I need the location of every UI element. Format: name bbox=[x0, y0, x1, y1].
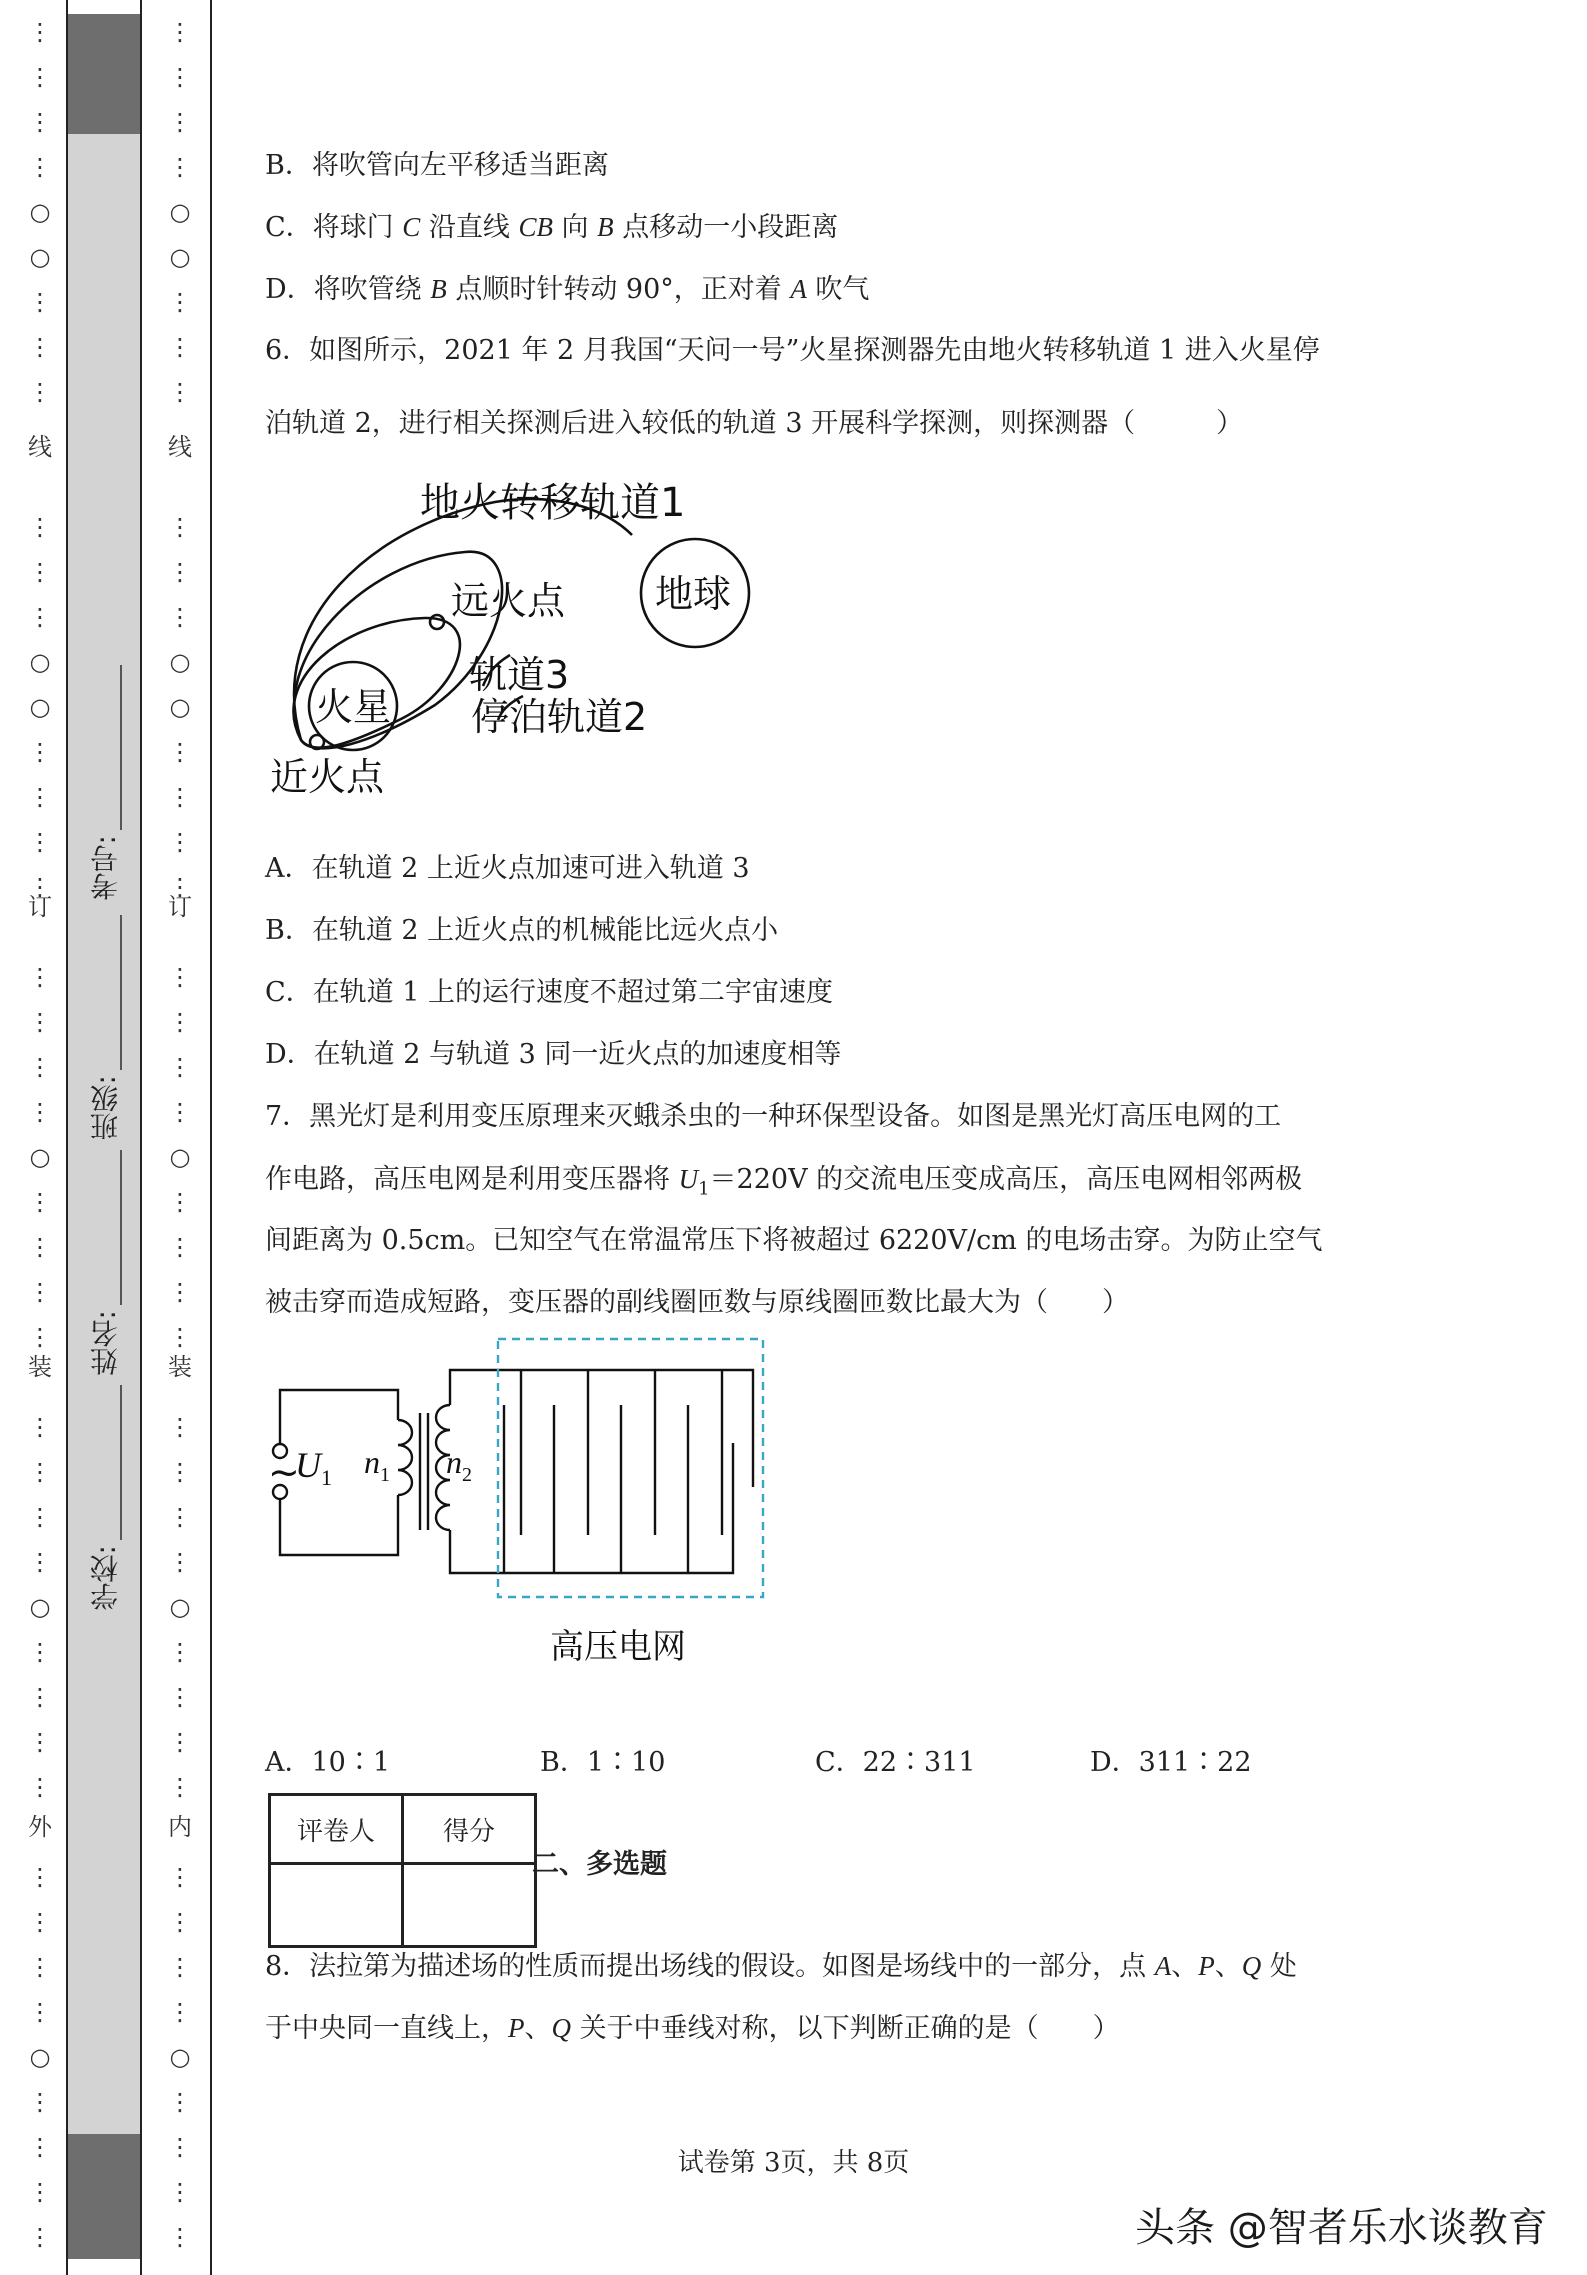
q8-sep1: 、 bbox=[1171, 1951, 1199, 1982]
label-parking-orbit: 停泊轨道2 bbox=[471, 695, 648, 739]
field-line-exam-no[interactable] bbox=[120, 665, 122, 830]
inner-char-nei: 内 bbox=[168, 1813, 192, 1841]
binding-dot: ⋮ bbox=[168, 1458, 192, 1486]
q8l1-text1: 8．法拉第为描述场的性质而提出场线的假设。如图是场线中的一部分，点 bbox=[265, 1951, 1155, 1982]
binding-circle: ○ bbox=[169, 648, 191, 676]
binding-dot: ⋮ bbox=[28, 1098, 52, 1126]
periapsis-dot bbox=[310, 735, 324, 749]
binding-dot: ⋮ bbox=[168, 378, 192, 406]
binding-dot: ⋮ bbox=[28, 288, 52, 316]
q5-option-b: B．将吹管向左平移适当距离 bbox=[265, 150, 609, 181]
binding-dot: ⋮ bbox=[28, 18, 52, 46]
binding-dot: ⋮ bbox=[28, 963, 52, 991]
score-table bbox=[268, 1793, 537, 1948]
binding-circle: ○ bbox=[29, 243, 51, 271]
u1-label: U bbox=[295, 1445, 321, 1485]
binding-circle: ○ bbox=[169, 1593, 191, 1621]
q5d-text2: 点顺时针转动 90°，正对着 bbox=[446, 274, 791, 305]
binding-dot: ⋮ bbox=[28, 63, 52, 91]
binding-dot: ⋮ bbox=[168, 1413, 192, 1441]
binding-dot: ⋮ bbox=[28, 1683, 52, 1711]
binding-dot: ⋮ bbox=[28, 513, 52, 541]
binding-dot: ⋮ bbox=[28, 1998, 52, 2026]
q6-stem-line2: 泊轨道 2，进行相关探测后进入较低的轨道 3 开展科学探测，则探测器（ ） bbox=[265, 408, 1244, 439]
binding-dot: ⋮ bbox=[28, 378, 52, 406]
q8-var-p: P bbox=[1198, 1951, 1215, 1981]
q5d-text3: 吹气 bbox=[806, 274, 870, 305]
binding-dot: ⋮ bbox=[168, 513, 192, 541]
binding-dot: ⋮ bbox=[168, 963, 192, 991]
binding-dot: ⋮ bbox=[28, 1188, 52, 1216]
n1-label: n bbox=[364, 1444, 380, 1480]
primary-wire-bottom bbox=[280, 1495, 398, 1555]
binding-dot: ⋮ bbox=[168, 1638, 192, 1666]
label-periapsis: 近火点 bbox=[270, 755, 385, 799]
grid-label: 高压电网 bbox=[550, 1627, 686, 1667]
binding-dot: ⋮ bbox=[168, 1053, 192, 1081]
inner-dotted-column bbox=[160, 0, 200, 2275]
q8-sep3: 、 bbox=[524, 2013, 552, 2044]
binding-dot: ⋮ bbox=[28, 1773, 52, 1801]
secondary-wire-bottom bbox=[450, 1443, 733, 1573]
binding-dot: ⋮ bbox=[28, 1503, 52, 1531]
q7-option-d: D．311∶22 bbox=[1090, 1747, 1252, 1778]
score-table-score-cell[interactable] bbox=[403, 1864, 536, 1947]
binding-circle: ○ bbox=[29, 198, 51, 226]
binding-dot: ⋮ bbox=[28, 738, 52, 766]
q5c-text1: C．将球门 bbox=[265, 212, 403, 243]
label-apoapsis: 远火点 bbox=[451, 579, 566, 623]
binding-dot: ⋮ bbox=[28, 108, 52, 136]
q5-option-c bbox=[265, 207, 838, 248]
binding-circle: ○ bbox=[169, 693, 191, 721]
binding-dot: ⋮ bbox=[28, 1863, 52, 1891]
binding-dot: ⋮ bbox=[168, 1503, 192, 1531]
q5-option-d bbox=[265, 269, 869, 310]
inner-char-zhuang: 装 bbox=[168, 1353, 192, 1381]
q7l2-var-u: U bbox=[678, 1164, 699, 1194]
binding-dot: ⋮ bbox=[168, 2178, 192, 2206]
outer-char-ding: 订 bbox=[28, 893, 52, 921]
binding-dot: ⋮ bbox=[28, 333, 52, 361]
binding-circle: ○ bbox=[29, 648, 51, 676]
strip-dark-top bbox=[68, 14, 140, 134]
q8l2-text1: 于中央同一直线上， bbox=[265, 2013, 508, 2044]
field-label-class: 班级: bbox=[89, 1075, 122, 1141]
binding-dot: ⋮ bbox=[168, 1188, 192, 1216]
binding-dot: ⋮ bbox=[168, 1233, 192, 1261]
q7-option-c: C．22∶311 bbox=[815, 1747, 976, 1778]
label-orbit3: 轨道3 bbox=[469, 653, 570, 697]
field-label-school: 学校: bbox=[89, 1545, 122, 1611]
binding-dot: ⋮ bbox=[28, 1323, 52, 1351]
binding-circle: ○ bbox=[29, 1593, 51, 1621]
q6-option-c: C．在轨道 1 上的运行速度不超过第二宇宙速度 bbox=[265, 977, 834, 1008]
q5d-var-b: B bbox=[430, 274, 447, 304]
ac-source-tilde: ~ bbox=[268, 1450, 300, 1494]
binding-dot: ⋮ bbox=[168, 1548, 192, 1576]
binding-dot: ⋮ bbox=[28, 1638, 52, 1666]
binding-dot: ⋮ bbox=[168, 153, 192, 181]
binding-dot: ⋮ bbox=[168, 2223, 192, 2251]
page-footer: 试卷第 3页，共 8页 bbox=[677, 2148, 910, 2178]
outer-char-wai: 外 bbox=[28, 1813, 52, 1841]
q8-stem-line1 bbox=[265, 1946, 1297, 1987]
u1-subscript: 1 bbox=[321, 1465, 332, 1490]
q6-option-a: A．在轨道 2 上近火点加速可进入轨道 3 bbox=[265, 853, 750, 884]
binding-dot: ⋮ bbox=[28, 1908, 52, 1936]
binding-dot: ⋮ bbox=[168, 1683, 192, 1711]
field-line-school[interactable] bbox=[120, 1385, 122, 1540]
q5d-text1: D．将吹管绕 bbox=[265, 274, 431, 305]
score-table-header-grader: 评卷人 bbox=[270, 1795, 403, 1864]
binding-dot: ⋮ bbox=[28, 1548, 52, 1576]
q7-stem-line4: 被击穿而造成短路，变压器的副线圈匝数与原线圈匝数比最大为（ ） bbox=[265, 1287, 1129, 1318]
binding-dot: ⋮ bbox=[28, 603, 52, 631]
binding-dot: ⋮ bbox=[28, 1053, 52, 1081]
binding-dot: ⋮ bbox=[28, 783, 52, 811]
binding-dot: ⋮ bbox=[28, 1233, 52, 1261]
high-voltage-grid-box bbox=[498, 1339, 763, 1597]
binding-dot: ⋮ bbox=[28, 1413, 52, 1441]
binding-dot: ⋮ bbox=[168, 333, 192, 361]
q7l2-text2: ＝220V 的交流电压变成高压，高压电网相邻两极 bbox=[709, 1164, 1303, 1195]
n2-label: n bbox=[446, 1444, 462, 1480]
q5c-var-cb: CB bbox=[518, 212, 553, 242]
binding-dot: ⋮ bbox=[168, 2133, 192, 2161]
score-table-grader-cell[interactable] bbox=[270, 1864, 403, 1947]
binding-dot: ⋮ bbox=[28, 2178, 52, 2206]
q7l2-sub: 1 bbox=[698, 1178, 710, 1200]
binding-dot: ⋮ bbox=[168, 828, 192, 856]
q5d-var-a: A bbox=[790, 274, 807, 304]
binding-circle: ○ bbox=[169, 2043, 191, 2071]
binding-dot: ⋮ bbox=[168, 63, 192, 91]
label-mars: 火星 bbox=[315, 685, 392, 729]
secondary-wire-top bbox=[450, 1370, 753, 1487]
binding-dot: ⋮ bbox=[168, 1998, 192, 2026]
binding-dot: ⋮ bbox=[28, 2088, 52, 2116]
q8-var-p2: P bbox=[508, 2013, 525, 2043]
outer-char-zhuang: 装 bbox=[28, 1353, 52, 1381]
binding-dot: ⋮ bbox=[168, 2088, 192, 2116]
q7-stem-line3: 间距离为 0.5cm。已知空气在常温常压下将被超过 6220V/cm 的电场击穿。为防止空气 bbox=[265, 1225, 1323, 1256]
binding-dot: ⋮ bbox=[168, 738, 192, 766]
binding-dot: ⋮ bbox=[168, 108, 192, 136]
q7-option-b: B．1∶10 bbox=[540, 1747, 666, 1778]
binding-dot: ⋮ bbox=[168, 1008, 192, 1036]
inner-char-ding: 订 bbox=[168, 893, 192, 921]
binding-circle: ○ bbox=[169, 243, 191, 271]
binding-dot: ⋮ bbox=[28, 153, 52, 181]
section-title-multi-choice: 二、多选题 bbox=[532, 1849, 667, 1880]
binding-dot: ⋮ bbox=[28, 2133, 52, 2161]
primary-coil bbox=[398, 1420, 412, 1495]
binding-dot: ⋮ bbox=[28, 1728, 52, 1756]
outer-char-xian: 线 bbox=[28, 433, 52, 461]
score-table-header-score: 得分 bbox=[403, 1795, 536, 1864]
binding-dot: ⋮ bbox=[168, 1323, 192, 1351]
binding-dot: ⋮ bbox=[168, 1953, 192, 1981]
binding-dot: ⋮ bbox=[28, 1008, 52, 1036]
binding-dot: ⋮ bbox=[168, 1098, 192, 1126]
binding-dot: ⋮ bbox=[168, 1908, 192, 1936]
binding-dot: ⋮ bbox=[168, 1728, 192, 1756]
strip-border-mid bbox=[140, 0, 142, 2275]
binding-circle: ○ bbox=[29, 1143, 51, 1171]
binding-dot: ⋮ bbox=[168, 558, 192, 586]
binding-dot: ⋮ bbox=[168, 603, 192, 631]
q8l1-text2: 处 bbox=[1261, 1951, 1297, 1982]
watermark: 头条 @智者乐水谈教育 bbox=[1135, 2205, 1548, 2251]
binding-dot: ⋮ bbox=[168, 1773, 192, 1801]
q8-sep2: 、 bbox=[1214, 1951, 1242, 1982]
binding-dot: ⋮ bbox=[28, 1953, 52, 1981]
apoapsis-dot bbox=[430, 615, 444, 629]
mars-orbit-labels bbox=[255, 480, 785, 820]
label-earth: 地球 bbox=[655, 572, 732, 616]
binding-dot: ⋮ bbox=[28, 1458, 52, 1486]
q7l2-text1: 作电路，高压电网是利用变压器将 bbox=[265, 1164, 679, 1195]
q6-option-d: D．在轨道 2 与轨道 3 同一近火点的加速度相等 bbox=[265, 1039, 842, 1070]
binding-dot: ⋮ bbox=[28, 2223, 52, 2251]
binding-circle: ○ bbox=[169, 1143, 191, 1171]
binding-dot: ⋮ bbox=[168, 783, 192, 811]
binding-dot: ⋮ bbox=[168, 18, 192, 46]
outer-dotted-column bbox=[20, 0, 60, 2275]
field-label-name: 姓名: bbox=[89, 1310, 122, 1376]
inner-char-xian: 线 bbox=[168, 433, 192, 461]
binding-circle: ○ bbox=[29, 2043, 51, 2071]
q5c-var-b: B bbox=[597, 212, 614, 242]
field-label-exam-no: 考号: bbox=[89, 835, 122, 901]
binding-dot: ⋮ bbox=[28, 558, 52, 586]
q7-stem-line1: 7．黑光灯是利用变压原理来灭蛾杀虫的一种环保型设备。如图是黑光灯高压电网的工 bbox=[265, 1101, 1282, 1132]
field-line-class[interactable] bbox=[120, 915, 122, 1070]
binding-dot: ⋮ bbox=[28, 1278, 52, 1306]
q7-option-a: A．10∶1 bbox=[265, 1747, 391, 1778]
primary-wire-top bbox=[280, 1390, 398, 1443]
q6-option-b: B．在轨道 2 上近火点的机械能比远火点小 bbox=[265, 915, 779, 946]
field-line-name[interactable] bbox=[120, 1150, 122, 1305]
n2-subscript: 2 bbox=[462, 1464, 472, 1486]
q8l2-text2: 关于中垂线对称，以下判断正确的是（ ） bbox=[571, 2013, 1120, 2044]
n1-subscript: 1 bbox=[380, 1464, 390, 1486]
q5c-var-c: C bbox=[402, 212, 421, 242]
q5c-text2: 沿直线 bbox=[420, 212, 519, 243]
binding-dot: ⋮ bbox=[168, 1278, 192, 1306]
q7-stem-line2 bbox=[265, 1159, 1302, 1209]
binding-dot: ⋮ bbox=[168, 873, 192, 901]
q8-var-q2: Q bbox=[551, 2013, 571, 2043]
q6-stem-line1: 6．如图所示，2021 年 2 月我国“天问一号”火星探测器先由地火转移轨道 1 进入火星停 bbox=[265, 335, 1320, 366]
binding-circle: ○ bbox=[169, 198, 191, 226]
binding-circle: ○ bbox=[29, 693, 51, 721]
q8-stem-line2 bbox=[265, 2008, 1120, 2049]
binding-dot: ⋮ bbox=[168, 288, 192, 316]
transformer-circuit-figure bbox=[268, 1335, 828, 1680]
binding-dot: ⋮ bbox=[168, 1863, 192, 1891]
strip-border-right bbox=[210, 0, 212, 2275]
q5c-text4: 点移动一小段距离 bbox=[613, 212, 839, 243]
q8-var-a: A bbox=[1154, 1951, 1172, 1981]
label-transfer-orbit: 地火转移轨道1 bbox=[420, 480, 686, 526]
binding-dot: ⋮ bbox=[28, 828, 52, 856]
q5c-text3: 向 bbox=[552, 212, 598, 243]
binding-dot: ⋮ bbox=[28, 873, 52, 901]
q8-var-q: Q bbox=[1241, 1951, 1262, 1981]
